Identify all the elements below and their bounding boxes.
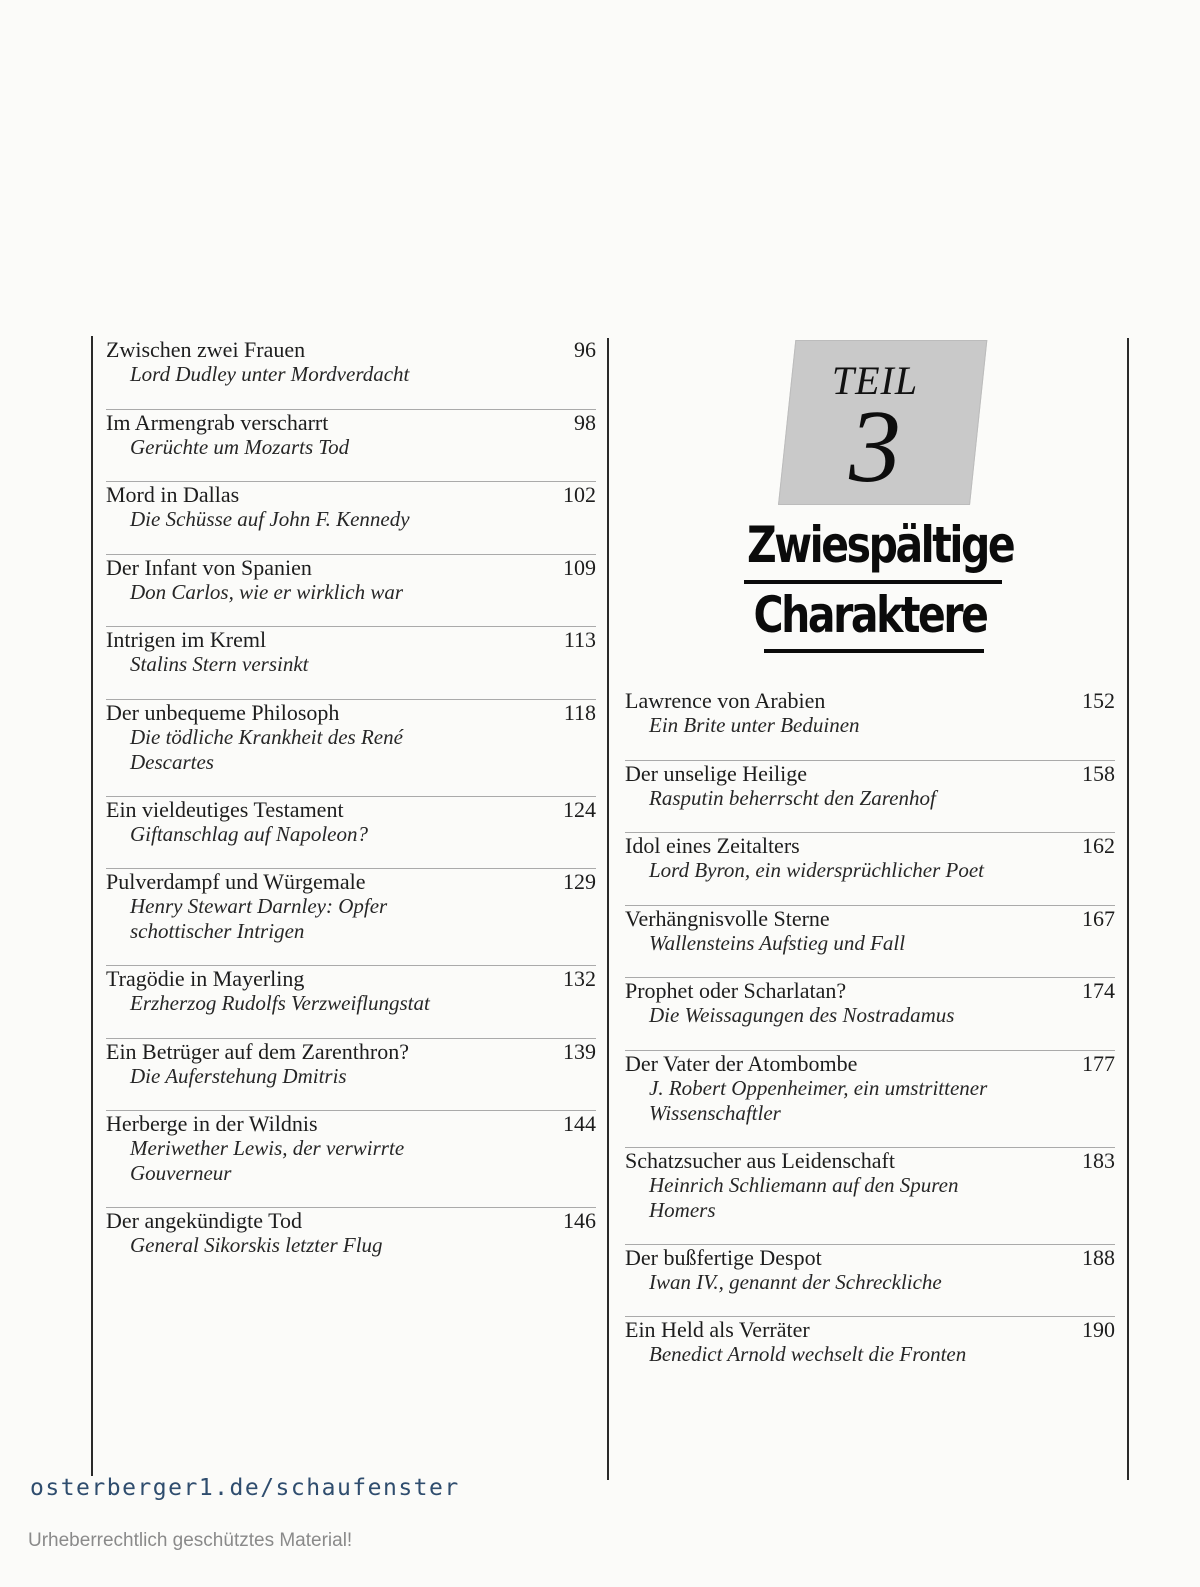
toc-entry[interactable]: [106, 700, 596, 797]
entry-subtitle: Die Weissagungen des Nostradamus: [649, 1003, 955, 1027]
part-number: 3: [849, 389, 901, 504]
toc-entry[interactable]: [625, 1051, 1115, 1148]
toc-entry[interactable]: [625, 1245, 1115, 1318]
entry-page: 183: [1082, 1147, 1115, 1173]
entry-title: Prophet oder Scharlatan?: [625, 978, 847, 1003]
toc-entry[interactable]: [106, 410, 596, 483]
entry-page: 162: [1082, 833, 1115, 858]
toc-entry[interactable]: [106, 627, 596, 700]
entry-title: Intrigen im Kreml: [106, 627, 267, 652]
entry-title: Mord in Dallas: [106, 482, 240, 507]
entry-title: Lawrence von Arabien: [625, 688, 826, 713]
toc-entry[interactable]: [625, 833, 1115, 906]
entry-title: Ein Held als Verräter: [625, 1317, 810, 1342]
entry-subtitle: Die Auferstehung Dmitris: [130, 1063, 347, 1088]
entry-page: 152: [1082, 688, 1115, 713]
entry-page: 158: [1082, 760, 1115, 786]
entry-subtitle: J. Robert Oppenheimer, ein umstrittener Wissenschaftler: [649, 1075, 988, 1125]
entry-page: 98: [574, 409, 596, 435]
entry-title: Der Infant von Spanien: [106, 554, 312, 580]
entry-title: Ein Betrüger auf dem Zarenthron?: [106, 1038, 409, 1064]
entry-subtitle: Giftanschlag auf Napoleon?: [130, 821, 368, 846]
entry-subtitle: Benedict Arnold wechselt die Fronten: [649, 1342, 967, 1366]
entry-subtitle: Rasputin beherrscht den Zarenhof: [649, 785, 936, 810]
entry-subtitle: Gerüchte um Mozarts Tod: [130, 434, 350, 459]
entry-subtitle: Stalins Stern versinkt: [130, 652, 309, 676]
entry-title: Pulverdampf und Würgemale: [106, 869, 366, 894]
toc-entry[interactable]: [625, 1148, 1115, 1245]
toc-entry[interactable]: [625, 978, 1115, 1051]
entry-page: 146: [563, 1208, 596, 1233]
entry-subtitle: Henry Stewart Darnley: Opfer schottischer Intrigen: [130, 894, 388, 943]
entry-subtitle: Die Schüsse auf John F. Kennedy: [130, 507, 410, 531]
entry-subtitle: Lord Byron, ein widersprüchlicher Poet: [649, 858, 984, 882]
entry-page: 190: [1082, 1317, 1115, 1342]
watermark-url: osterberger1.de/schaufenster: [30, 1475, 460, 1501]
entry-title: Schatzsucher aus Leidenschaft: [625, 1147, 895, 1173]
toc-left-column: [106, 337, 596, 1280]
entry-subtitle: Lord Dudley unter Mordverdacht: [130, 362, 410, 386]
entry-subtitle: Heinrich Schliemann auf den Spuren Homers: [649, 1172, 959, 1222]
middle-column-rule: [607, 338, 609, 1480]
entry-page: 109: [563, 554, 596, 580]
copyright-notice: Urheberrechtlich geschütztes Material!: [28, 1530, 353, 1551]
entry-page: 113: [563, 627, 596, 652]
show-through-shadow: [270, 100, 970, 167]
toc-entry[interactable]: [625, 1317, 1115, 1389]
entry-subtitle: General Sikorskis letzter Flug: [130, 1233, 383, 1257]
entry-subtitle: Don Carlos, wie er wirklich war: [130, 579, 404, 604]
toc-entry[interactable]: [625, 761, 1115, 834]
toc-entry[interactable]: [106, 337, 596, 410]
entry-page: 167: [1082, 905, 1115, 931]
entry-title: Verhängnisvolle Sterne: [625, 905, 830, 931]
toc-entry[interactable]: [106, 482, 596, 555]
entry-title: Ein vieldeutiges Testament: [106, 796, 344, 822]
entry-title: Zwischen zwei Frauen: [106, 337, 306, 362]
toc-right-column: [625, 688, 1115, 1389]
entry-subtitle: Meriwether Lewis, der verwirrte Gouverneur: [130, 1136, 405, 1185]
entry-title: Der angekündigte Tod: [106, 1208, 303, 1233]
entry-title: Der bußfertige Despot: [625, 1244, 822, 1270]
entry-subtitle: Wallensteins Aufstieg und Fall: [649, 930, 906, 955]
left-column-rule: [91, 336, 93, 1476]
entry-page: 96: [574, 337, 596, 362]
entry-title: Idol eines Zeitalters: [625, 833, 800, 858]
toc-entry[interactable]: [625, 906, 1115, 979]
toc-entry[interactable]: [106, 797, 596, 870]
entry-subtitle: Die tödliche Krankheit des René Descartes: [130, 724, 403, 774]
part-label: TEIL: [831, 358, 919, 403]
part-title-line2: Charaktere: [753, 586, 987, 644]
entry-title: Im Armengrab verscharrt: [106, 409, 329, 435]
entry-page: 144: [563, 1111, 596, 1136]
entry-page: 132: [563, 966, 596, 991]
entry-page: 139: [563, 1038, 596, 1064]
toc-entry[interactable]: [106, 555, 596, 628]
entry-title: Der unbequeme Philosoph: [106, 699, 340, 725]
entry-page: 102: [563, 482, 596, 507]
toc-entry[interactable]: [106, 1208, 596, 1280]
entry-title: Herberge in der Wildnis: [106, 1111, 318, 1136]
entry-title: Der unselige Heilige: [625, 760, 808, 786]
right-column-rule: [1127, 338, 1129, 1480]
entry-page: 174: [1082, 978, 1115, 1003]
toc-entry[interactable]: [106, 869, 596, 966]
entry-page: 177: [1082, 1050, 1115, 1076]
part-title-line1: Zwiespältige: [747, 516, 1014, 574]
toc-entry[interactable]: [625, 688, 1115, 761]
entry-page: 129: [563, 869, 596, 894]
entry-subtitle: Iwan IV., genannt der Schreckliche: [649, 1269, 942, 1294]
toc-entry[interactable]: [106, 1039, 596, 1112]
toc-entry[interactable]: [106, 1111, 596, 1208]
entry-subtitle: Erzherzog Rudolfs Verzweiflungstat: [130, 991, 430, 1015]
entry-subtitle: Ein Brite unter Beduinen: [649, 713, 860, 737]
entry-page: 124: [563, 796, 596, 822]
entry-page: 188: [1082, 1244, 1115, 1270]
toc-entry[interactable]: [106, 966, 596, 1039]
title-underline-2: [764, 649, 984, 653]
entry-title: Der Vater der Atombombe: [625, 1050, 858, 1076]
entry-title: Tragödie in Mayerling: [106, 966, 305, 991]
title-underline-1: [744, 580, 1002, 584]
entry-page: 118: [563, 699, 596, 725]
